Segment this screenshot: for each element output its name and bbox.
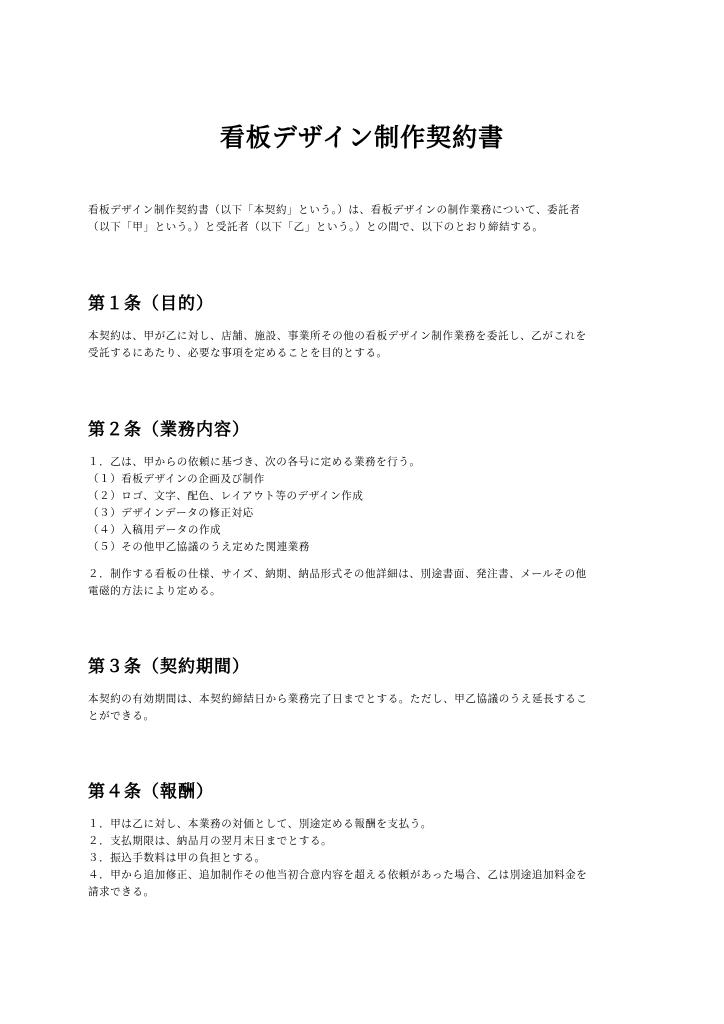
article-1-purpose [88,289,636,362]
document-title: 看板デザイン制作契約書 [219,123,505,152]
article-body [88,454,636,556]
paragraph-gap [88,556,636,566]
article-list-item: （４）入稿用データの作成 [88,524,222,536]
article-list-item: （３）デザインデータの修正対応 [88,507,254,519]
article-line: ２．制作する看板の仕様、サイズ、納期、納品形式その他詳細は、別途書面、発注書、メールその他 [88,568,587,580]
article-body [88,816,636,901]
article-heading: 第１条（目的） [88,294,214,314]
article-body [88,328,636,362]
article-line: １．甲は乙に対し、本業務の対価として、別途定める報酬を支払う。 [88,818,432,830]
article-line: 本契約は、甲が乙に対し、店舗、施設、事業所その他の看板デザイン制作業務を委託し、乙がこれを [88,330,587,342]
article-line: １．乙は、甲からの依頼に基づき、次の各号に定める業務を行う。 [88,456,421,468]
article-list-item: （５）その他甲乙協議のうえ定めた関連業務 [88,541,310,553]
intro-line: 看板デザイン制作契約書（以下「本契約」という。）は、看板デザインの制作業務について、委託者 [88,204,581,216]
article-line: ３．振込手数料は甲の負担とする。 [88,852,266,864]
article-list-item: （１）看板デザインの企画及び制作 [88,473,265,485]
article-line: 受託するにあたり、必要な事項を定めることを目的とする。 [88,347,388,359]
article-3-term [88,652,636,725]
article-line: 電磁的方法により定める。 [88,585,222,597]
article-heading: 第３条（契約期間） [88,657,250,677]
article-2-scope [88,415,636,600]
article-line: とができる。 [88,710,155,722]
article-body [88,691,636,725]
article-4-compensation [88,777,636,901]
article-heading: 第２条（業務内容） [88,420,250,440]
article-line: ４．甲から追加修正、追加制作その他当初合意内容を超える依頼があった場合、乙は別途追加料金を [88,869,588,881]
article-line: 本契約の有効期間は、本契約締結日から業務完了日までとする。ただし、甲乙協議のうえ延長するこ [88,693,588,705]
article-line: 請求できる。 [88,886,155,898]
article-list-item: （２）ロゴ、文字、配色、レイアウト等のデザイン作成 [88,490,364,502]
article-body [88,566,636,600]
article-line: ２．支払期限は、納品月の翌月末日までとする。 [88,835,333,847]
article-heading: 第４条（報酬） [88,782,214,802]
intro-line: （以下「甲」という。）と受託者（以下「乙」という。）との間で、以下のとおり締結する。 [88,221,544,233]
intro-paragraph [88,202,636,236]
